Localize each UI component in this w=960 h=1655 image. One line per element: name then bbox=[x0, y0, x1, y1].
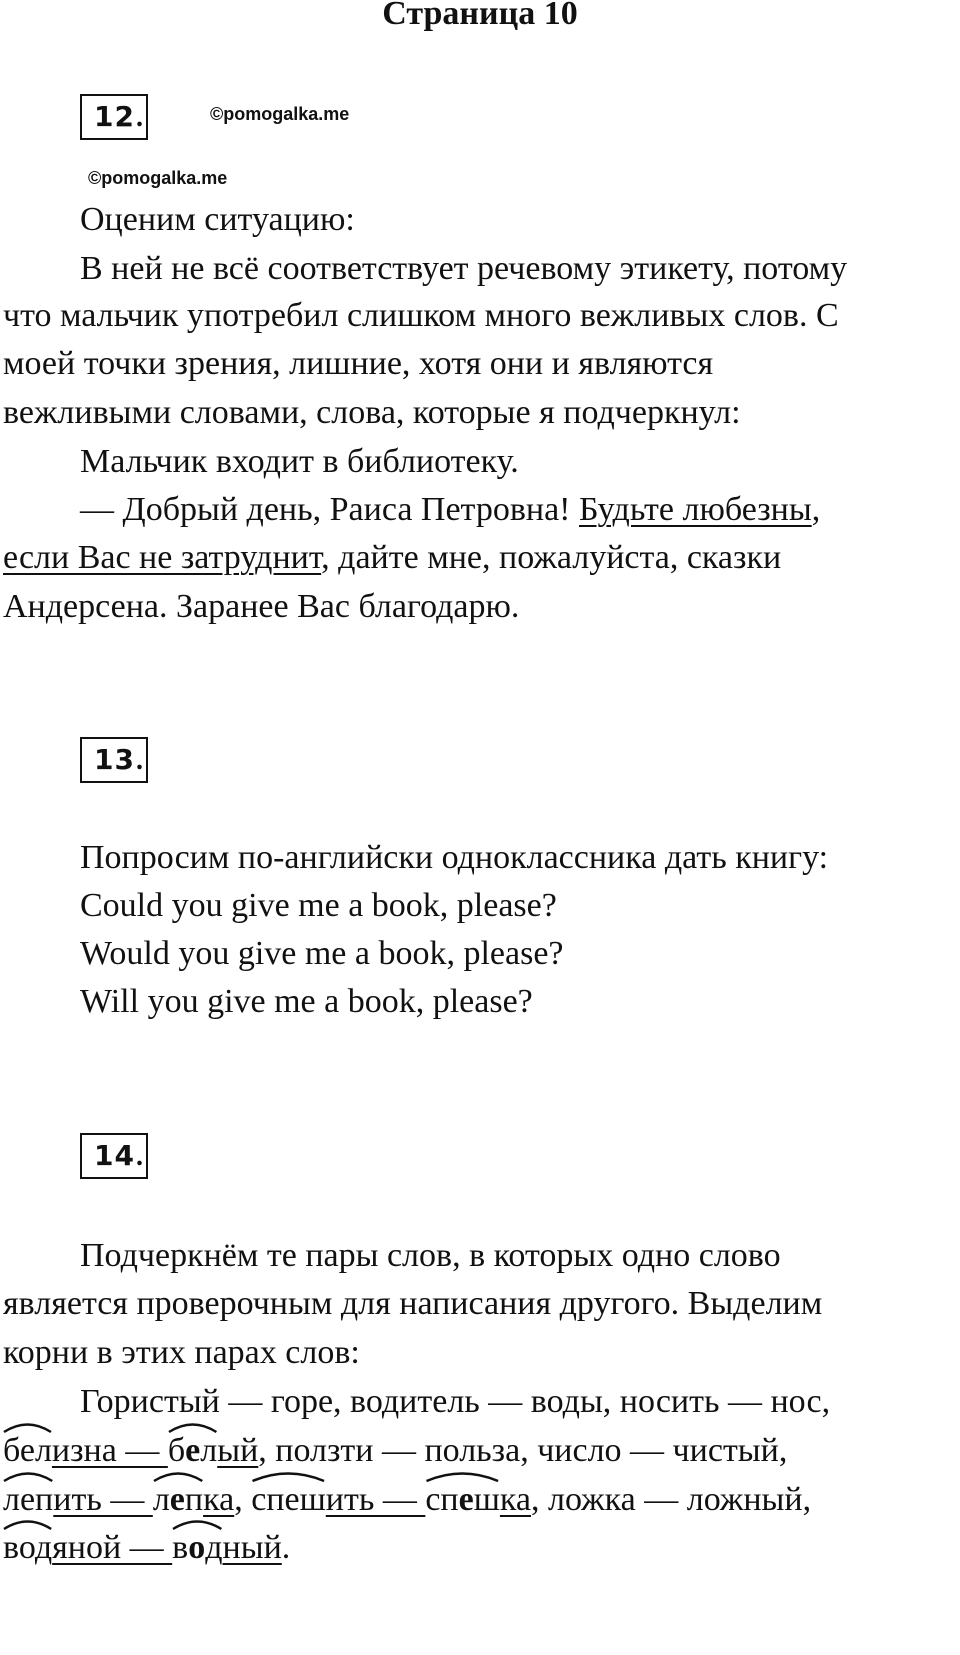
text-line: вежливыми словами, слова, которые я подчеркнул: bbox=[3, 394, 741, 431]
text-line: является проверочным для написания другого. Выделим bbox=[3, 1285, 823, 1322]
text-line: Попросим по-английски одноклассника дать книгу: bbox=[80, 839, 829, 876]
dialog-line: Андерсена. Заранее Вас благодарю. bbox=[3, 588, 520, 625]
word-pairs-line: леп ить — леп ка, спеш ить — спеш ка, ложка — ложный, bbox=[3, 1480, 811, 1520]
root-mark: спеш bbox=[425, 1480, 500, 1520]
root-mark: леп bbox=[3, 1480, 53, 1520]
page-title: Страница 10 bbox=[382, 0, 578, 32]
text-line: моей точки зрения, лишние, хотя они и являются bbox=[3, 345, 714, 382]
root-mark: бел bbox=[168, 1431, 217, 1471]
root-mark: вод bbox=[3, 1528, 52, 1568]
text-line: В ней не всё соответствует речевому этикету, потому bbox=[80, 250, 848, 287]
dialog-line: если Вас не затруднит, дайте мне, пожалуйста, сказки bbox=[3, 539, 782, 576]
word-pairs-line: бел изна — бел ый, ползти — польза, число — чистый, bbox=[3, 1431, 787, 1471]
text-line: Подчеркнём те пары слов, в которых одно слово bbox=[80, 1237, 781, 1274]
text-line: Мальчик входит в библиотеку. bbox=[80, 443, 519, 480]
underlined-phrase: если Вас не затруднит bbox=[3, 539, 322, 576]
text-line: что мальчик употребил слишком много вежливых слов. С bbox=[3, 297, 839, 334]
text-line: Would you give me a book, please? bbox=[80, 935, 564, 972]
word-pair-speshit-speshka: спеш ить — спеш ка bbox=[251, 1481, 531, 1518]
dialog-line: — Добрый день, Раиса Петровна! Будьте любезны, bbox=[80, 491, 821, 528]
text-line: Could you give me a book, please? bbox=[80, 887, 557, 924]
root-mark: вод bbox=[172, 1528, 222, 1568]
watermark: ©pomogalka.me bbox=[210, 104, 350, 124]
underlined-phrase: Будьте любезны bbox=[579, 491, 812, 528]
word-pair-belizna-belyj: бел изна — бел ый bbox=[3, 1432, 258, 1469]
task-number-12: 12. bbox=[80, 94, 148, 140]
word-pair-lepit-lepka: леп ить — леп ка bbox=[3, 1481, 234, 1518]
word-pairs-line: вод яной — вод ный. bbox=[3, 1528, 290, 1568]
text-line: Оценим ситуацию: bbox=[80, 201, 355, 238]
watermark: ©pomogalka.me bbox=[88, 168, 228, 188]
text-line: корни в этих парах слов: bbox=[3, 1334, 360, 1371]
root-mark: леп bbox=[153, 1480, 203, 1520]
task-number-13: 13. bbox=[80, 737, 148, 783]
text-line: Will you give me a book, please? bbox=[80, 983, 533, 1020]
word-pair-vodyanoj-vodnyj: вод яной — вод ный bbox=[3, 1529, 282, 1566]
task-number-14: 14. bbox=[80, 1133, 148, 1179]
root-mark: спеш bbox=[251, 1480, 326, 1520]
root-mark: бел bbox=[3, 1431, 52, 1471]
text-line: Гористый — горе, водитель — воды, носить — нос, bbox=[80, 1383, 831, 1420]
